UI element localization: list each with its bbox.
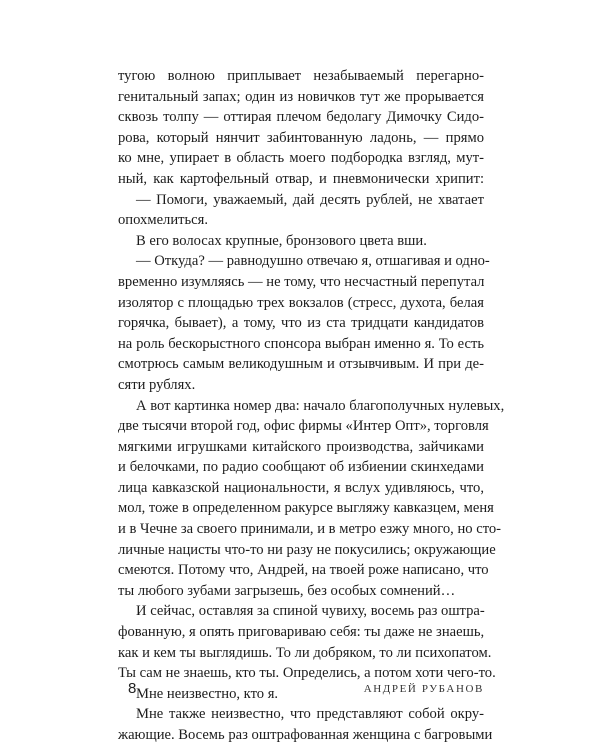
body-text	[118, 66, 505, 746]
text-line: фованную, я опять приговариваю себя: ты даже не знаешь,	[118, 624, 485, 641]
text-line: В его волосах крупные, бронзового цвета вши.	[136, 232, 427, 249]
running-head-author: АНДРЕЙ РУБАНОВ	[363, 683, 484, 695]
text-line: — Откуда? — равнодушно отвечаю я, отшагивая и одно-	[136, 253, 490, 270]
text-line: ный, как картофельный отвар, и пневмонически хрипит:	[118, 170, 484, 187]
text-line: Мне также неизвестно, что представляют собой окру-	[136, 706, 484, 723]
text-line: две тысячи второй год, офис фирмы «Интер Опт», торговля	[118, 418, 489, 435]
text-line: опохмелиться.	[118, 212, 209, 229]
text-line: жающие. Восемь раз оштрафованная женщина с багровыми	[118, 727, 493, 743]
text-line: личные нацисты что-то ни разу не покусились; окружающие	[118, 541, 496, 558]
text-line: на роль бескорыстного спонсора выбран именно я. То есть	[118, 335, 484, 352]
text-line: как и кем ты выглядишь. То ли добряком, то ли психопатом.	[118, 644, 492, 661]
text-line: смеются. Потому что, Андрей, на твоей роже написано, что	[118, 562, 489, 579]
text-line: горячка, бывает), а тому, что из ста тридцати кандидатов	[118, 315, 484, 332]
text-line: генитальный запах; один из новичков тут же прорывается	[118, 88, 484, 105]
text-line: И сейчас, оставляя за спиной чувиху, восемь раз оштра-	[136, 603, 485, 620]
text-line: Мне неизвестно, кто я.	[136, 685, 279, 702]
text-line: — Помоги, уважаемый, дай десять рублей, не хватает	[136, 191, 484, 208]
text-line: мягкими игрушками китайского производства, зайчиками	[118, 438, 484, 455]
text-line: и белочками, по радио сообщают об избиении скинхедами	[118, 459, 484, 476]
text-line: тугою волною приплывает незабываемый перегарно-	[118, 68, 484, 84]
text-line: временно изумляясь — не тому, что несчастный перепутал	[118, 273, 485, 290]
text-line: А вот картинка номер два: начало благополучных нулевых,	[136, 397, 505, 414]
page-footer	[118, 679, 484, 699]
page-number: 8	[128, 680, 137, 697]
text-line: лица кавказской национальности, я вслух удивляюсь, что,	[118, 479, 484, 496]
text-line: изолятор с площадью трех вокзалов (стресс, духота, белая	[118, 294, 484, 311]
text-line: рова, который нянчит забинтованную ладонь, — прямо	[118, 129, 484, 146]
text-line: и в Чечне за своего принимали, и в метро езжу много, но сто-	[118, 521, 502, 538]
text-line: сяти рублях.	[118, 376, 196, 393]
text-line: мол, тоже в определенном ракурсе выгляжу кавказцем, меня	[118, 500, 494, 517]
text-line: сквозь толпу — оттирая плечом бедолагу Димочку Сидо-	[118, 109, 484, 126]
text-line: ко мне, упирает в область моего подбородка взгляд, мут-	[118, 150, 484, 167]
text-line: Ты сам не знаешь, кто ты. Определись, а потом хоти чего-то.	[118, 665, 496, 682]
text-line: смотрюсь самым великодушным и отзывчивым. И при де-	[118, 356, 484, 373]
text-line: ты любого зубами загрызешь, без особых сомнений…	[118, 582, 456, 599]
